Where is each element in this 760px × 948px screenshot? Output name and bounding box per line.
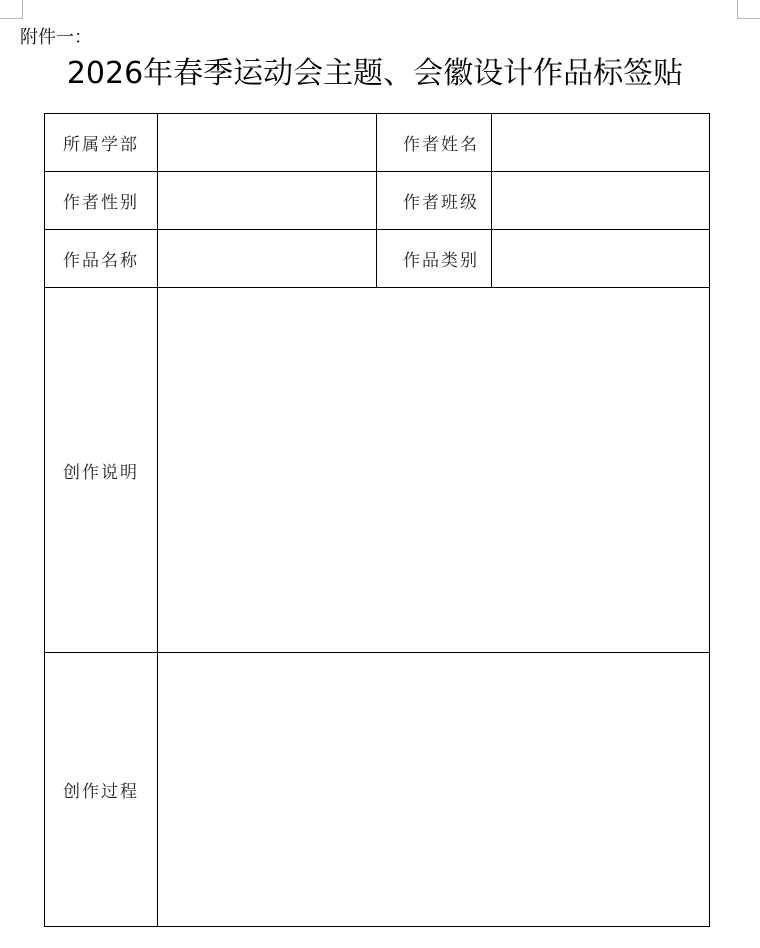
creation-process-cell[interactable] (158, 653, 710, 927)
attachment-label: 附件一： (20, 27, 92, 48)
work-category-cell[interactable] (492, 230, 710, 288)
form-row-gender (45, 172, 710, 230)
author-gender-label: 作者性别 (45, 172, 158, 230)
author-gender-cell[interactable] (158, 172, 377, 230)
work-name-cell[interactable] (158, 230, 377, 288)
work-name-label: 作品名称 (45, 230, 158, 288)
document-title: 2026年春季运动会主题、会徽设计作品标签贴 (66, 56, 684, 91)
creation-process-label: 创作过程 (45, 653, 158, 927)
form-row-description (45, 288, 710, 653)
author-class-cell[interactable] (492, 172, 710, 230)
department-cell[interactable] (158, 114, 377, 172)
author-class-label: 作者班级 (377, 172, 492, 230)
form-row-process (45, 653, 710, 927)
work-category-label: 作品类别 (377, 230, 492, 288)
form-row-work (45, 230, 710, 288)
page-corner-mark-left (0, 0, 23, 19)
creation-description-cell[interactable] (158, 288, 710, 653)
author-name-cell[interactable] (492, 114, 710, 172)
page-corner-mark-right (737, 0, 760, 19)
creation-description-label: 创作说明 (45, 288, 158, 653)
department-label: 所属学部 (45, 114, 158, 172)
label-form-table (44, 113, 710, 927)
form-row-department (45, 114, 710, 172)
author-name-label: 作者姓名 (377, 114, 492, 172)
